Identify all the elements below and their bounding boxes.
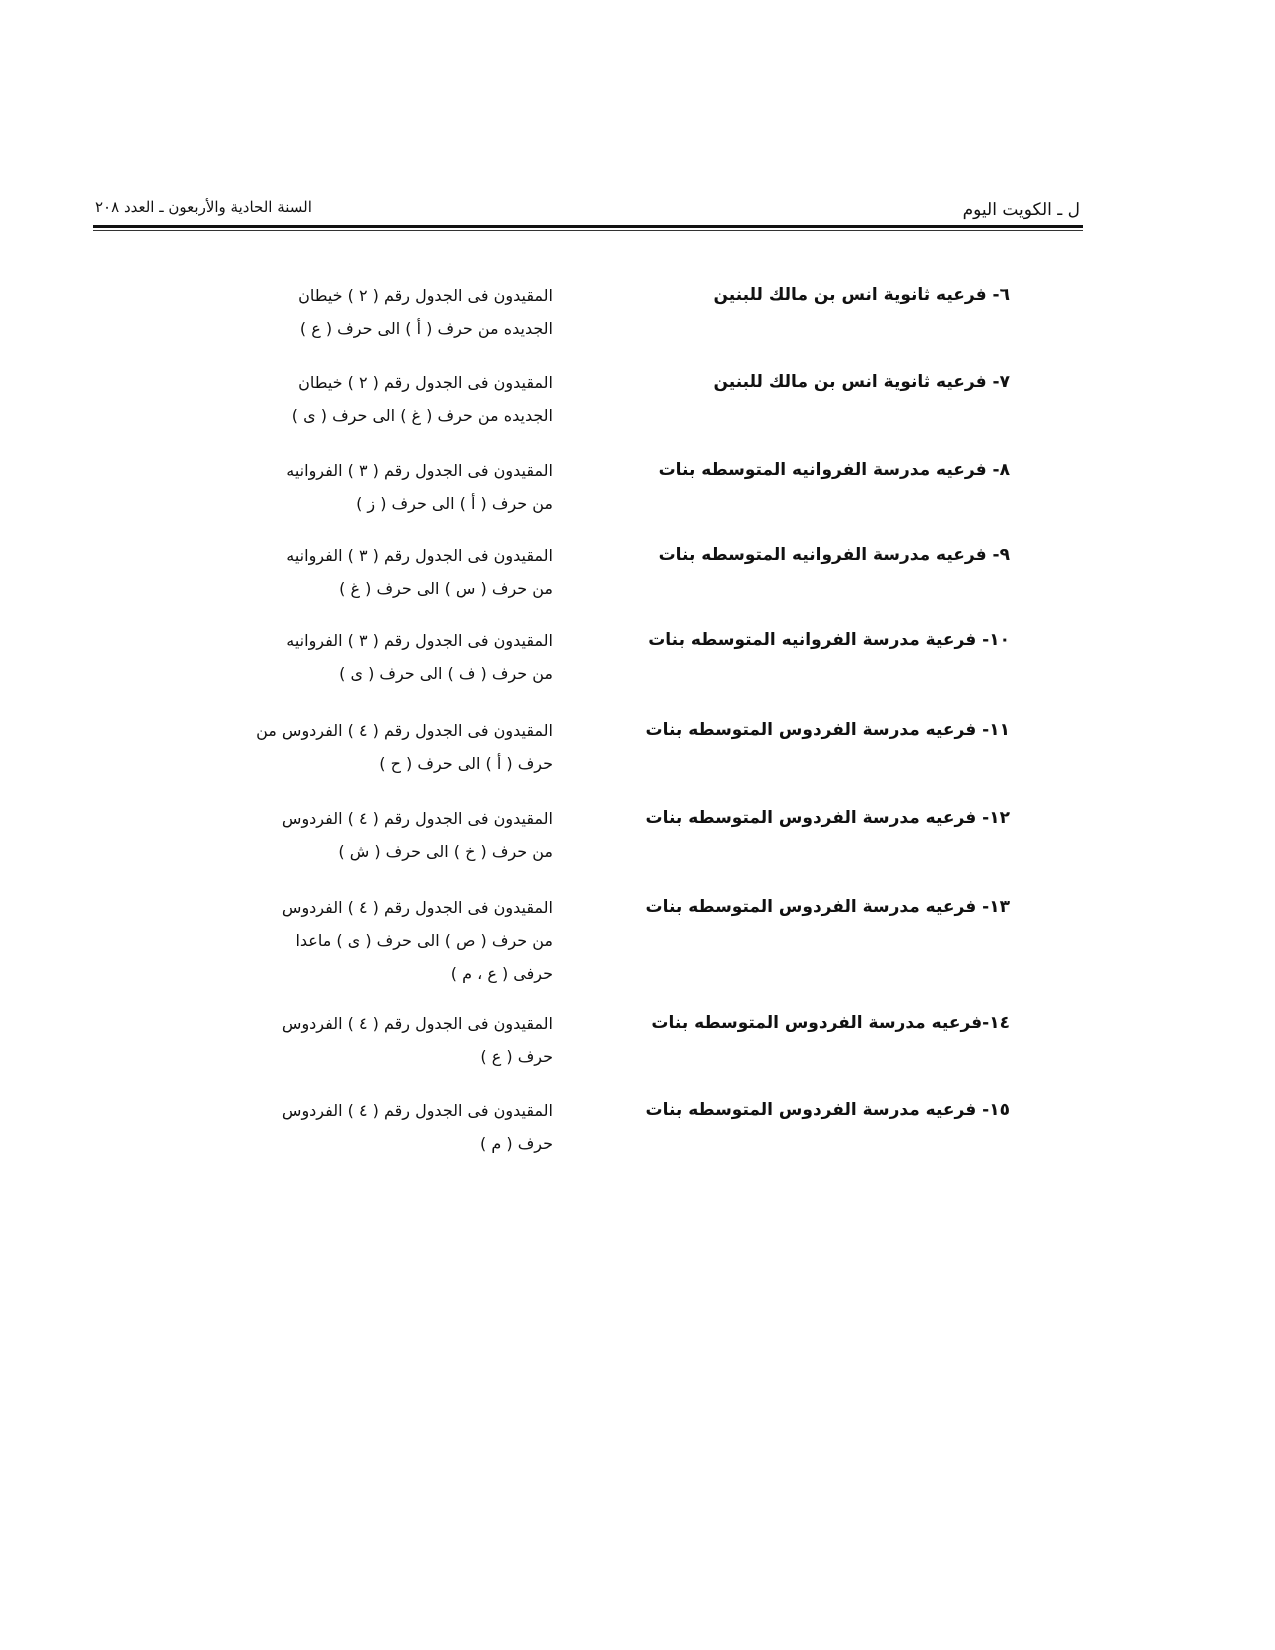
branch-name: ١٥- فرعيه مدرسة الفردوس المتوسطه بنات	[645, 1100, 1010, 1120]
journal-title: ل ـ الكويت اليوم	[962, 200, 1080, 220]
branch-name: ٨- فرعيه مدرسة الفروانيه المتوسطه بنات	[658, 460, 1010, 480]
branch-description	[143, 454, 553, 520]
description-line: المقيدون فى الجدول رقم ( ٤ ) الفردوس	[281, 898, 553, 917]
branch-description	[143, 1007, 553, 1073]
branch-name: ١٠- فرعية مدرسة الفروانيه المتوسطه بنات	[648, 630, 1010, 650]
description-line: من حرف ( س ) الى حرف ( غ )	[339, 579, 553, 598]
description-line: المقيدون فى الجدول رقم ( ٤ ) الفردوس	[281, 1101, 553, 1120]
branch-name: ١٣- فرعيه مدرسة الفردوس المتوسطه بنات	[645, 897, 1010, 917]
branch-description	[143, 624, 553, 690]
description-line: حرف ( م )	[480, 1134, 553, 1153]
page-header	[95, 198, 1080, 228]
description-line: من حرف ( خ ) الى حرف ( ش )	[338, 842, 553, 861]
description-line: حرف ( أ ) الى حرف ( ح )	[379, 754, 553, 773]
issue-info: السنة الحادية والأربعون ـ العدد ٢٠٨	[95, 198, 312, 216]
description-line: المقيدون فى الجدول رقم ( ٣ ) الفروانيه	[286, 546, 553, 565]
description-line: من حرف ( ص ) الى حرف ( ى ) ماعدا	[295, 931, 553, 950]
branch-description	[143, 802, 553, 868]
branch-name: ١٤-فرعيه مدرسة الفردوس المتوسطه بنات	[651, 1013, 1010, 1033]
branch-name: ٦- فرعيه ثانوية انس بن مالك للبنين	[713, 285, 1010, 305]
branch-description	[143, 1094, 553, 1160]
description-line: من حرف ( أ ) الى حرف ( ز )	[356, 494, 553, 513]
description-line: من حرف ( ف ) الى حرف ( ى )	[339, 664, 553, 683]
description-line: حرف ( ع )	[480, 1047, 553, 1066]
description-line: المقيدون فى الجدول رقم ( ٤ ) الفردوس	[281, 1014, 553, 1033]
branch-description	[143, 891, 553, 990]
description-line: المقيدون فى الجدول رقم ( ٣ ) الفروانيه	[286, 631, 553, 650]
branch-description	[143, 366, 553, 432]
header-rule-thin	[93, 230, 1083, 231]
branch-description	[143, 539, 553, 605]
branch-name: ٧- فرعيه ثانوية انس بن مالك للبنين	[713, 372, 1010, 392]
description-line: المقيدون فى الجدول رقم ( ٣ ) الفروانيه	[286, 461, 553, 480]
branch-name: ١٢- فرعيه مدرسة الفردوس المتوسطه بنات	[645, 808, 1010, 828]
header-rule	[93, 225, 1083, 228]
description-line: المقيدون فى الجدول رقم ( ٤ ) الفردوس من	[256, 721, 553, 740]
branch-description	[143, 714, 553, 780]
branch-name: ١١- فرعيه مدرسة الفردوس المتوسطه بنات	[645, 720, 1010, 740]
branch-name: ٩- فرعيه مدرسة الفروانيه المتوسطه بنات	[658, 545, 1010, 565]
description-line: المقيدون فى الجدول رقم ( ٢ ) خيطان	[298, 373, 553, 392]
description-line: المقيدون فى الجدول رقم ( ٤ ) الفردوس	[281, 809, 553, 828]
description-line: حرفى ( ع ، م )	[450, 964, 553, 983]
branch-description	[143, 279, 553, 345]
description-line: الجديده من حرف ( غ ) الى حرف ( ى )	[291, 406, 553, 425]
description-line: الجديده من حرف ( أ ) الى حرف ( ع )	[299, 319, 553, 338]
description-line: المقيدون فى الجدول رقم ( ٢ ) خيطان	[298, 286, 553, 305]
